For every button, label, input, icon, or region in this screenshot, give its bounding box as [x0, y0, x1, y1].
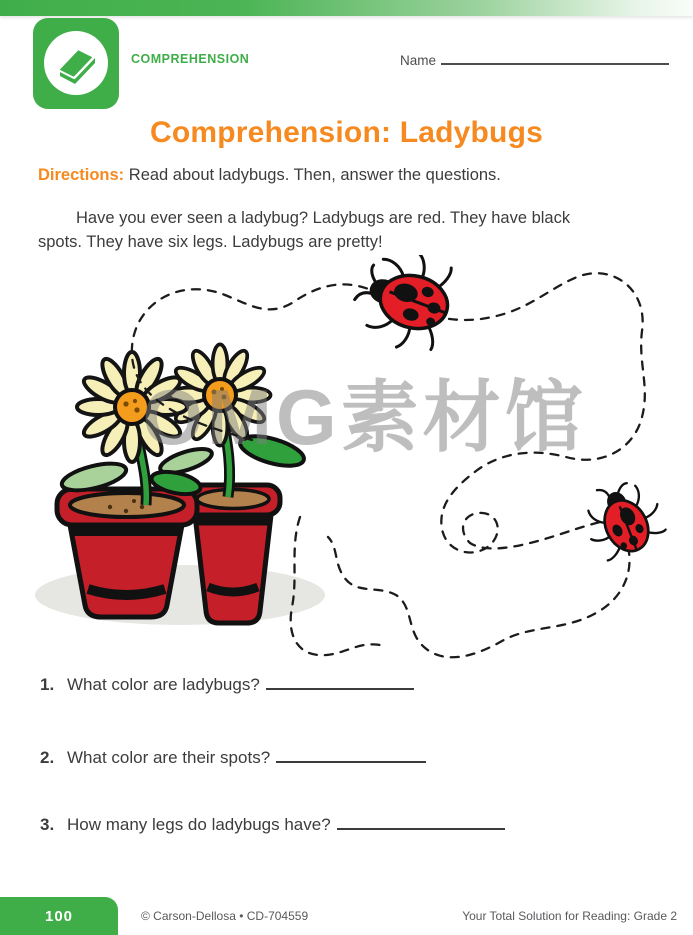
question-1: [40, 675, 414, 695]
badge-label: COMPREHENSION: [131, 52, 250, 66]
question-3-number: 3.: [40, 815, 55, 834]
question-1-text: What color are ladybugs?: [67, 675, 260, 694]
answer-blank-2: [276, 758, 426, 763]
question-1-number: 1.: [40, 675, 55, 694]
question-2-number: 2.: [40, 748, 55, 767]
badge-circle: [44, 31, 108, 95]
name-blank-line: [441, 50, 669, 65]
dashed-trail-left-strand: [291, 517, 380, 655]
page-number: 100: [44, 907, 74, 925]
question-3: [40, 815, 505, 835]
question-2: [40, 748, 426, 768]
ladybug-top: [346, 255, 458, 357]
comprehension-badge: [33, 18, 119, 109]
book-icon: [44, 31, 108, 95]
footer-series: Your Total Solution for Reading: Grade 2: [462, 909, 677, 923]
passage-line-1: Have you ever seen a ladybug? Ladybugs are red. They have black: [76, 209, 571, 227]
ladybug-right: [572, 468, 672, 567]
passage-line-2: spots. They have six legs. Ladybugs are pretty!: [38, 233, 383, 251]
watermark: OMG素材馆: [142, 373, 587, 461]
name-row: [400, 50, 669, 68]
question-2-text: What color are their spots?: [67, 748, 271, 767]
footer-copyright: © Carson-Dellosa • CD-704559: [141, 909, 309, 923]
directions-line: [38, 166, 501, 185]
directions-text: Read about ladybugs. Then, answer the questions.: [124, 166, 501, 184]
answer-blank-1: [266, 685, 414, 690]
trail-and-ladybugs: [0, 255, 693, 675]
dashed-trail-lower: [328, 537, 630, 657]
reading-passage: [38, 206, 663, 254]
top-gradient-bar: [0, 0, 693, 16]
name-label: Name: [400, 53, 437, 68]
ladybug-illustration: [0, 255, 693, 675]
question-3-text: How many legs do ladybugs have?: [67, 815, 331, 834]
page-title: Comprehension: Ladybugs: [150, 116, 543, 149]
directions-label: Directions:: [38, 166, 125, 184]
page-number-block: [0, 897, 118, 935]
answer-blank-3: [337, 825, 505, 830]
